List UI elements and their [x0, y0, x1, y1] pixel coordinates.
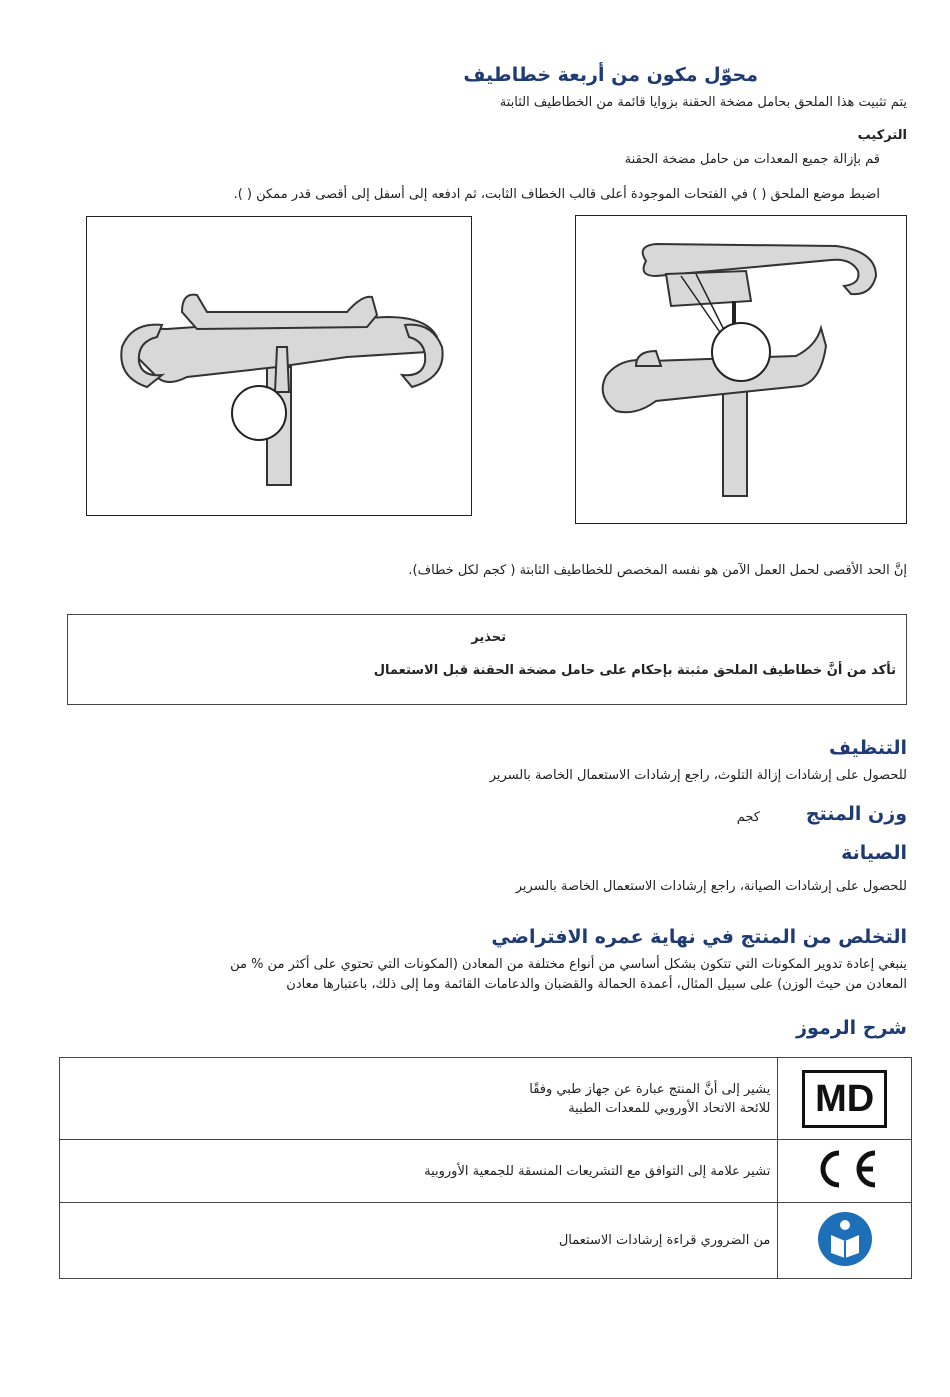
symbol-icon-cell: [778, 1140, 912, 1203]
maintenance-heading: الصيانة: [841, 842, 907, 864]
load-note: إنَّ الحد الأقصى لحمل العمل الآمن هو نفسه المخصص للخطاطيف الثابتة ( كجم لكل خطاف).: [408, 563, 907, 578]
figure-installing-adapter: [575, 215, 907, 524]
symbol-row-manual: [60, 1203, 912, 1279]
page-title: محوّل مكون من أربعة خطاطيف: [463, 64, 758, 86]
md-icon: MD: [802, 1070, 887, 1128]
weight-heading: وزن المنتج: [805, 803, 907, 825]
maintenance-text: للحصول على إرشادات الصيانة، راجع إرشادات الاستعمال الخاصة بالسرير: [515, 879, 907, 894]
installing-adapter-illustration: [576, 216, 906, 523]
figure-assembled-adapter: [86, 216, 472, 516]
symbol-desc-line: من الضروري قراءة إرشادات الاستعمال: [558, 1233, 771, 1248]
symbols-heading: شرح الرموز: [796, 1017, 907, 1039]
ce-mark-icon: [809, 1147, 881, 1191]
warning-title: تحذير: [471, 630, 506, 645]
warning-text: تأكد من أنَّ خطاطيف الملحق مثبتة بإحكام على حامل مضخة الحقنة قبل الاستعمال: [373, 663, 896, 678]
weight-unit: كجم: [736, 810, 760, 825]
warning-box: [67, 614, 907, 705]
disposal-heading: التخلص من المنتج في نهاية عمره الافتراضي: [491, 926, 907, 948]
cleaning-text: للحصول على إرشادات إزالة التلوث، راجع إرشادات الاستعمال الخاصة بالسرير: [489, 768, 907, 783]
symbol-description: [60, 1058, 778, 1140]
symbol-desc-line: للائحة الاتحاد الأوروبي للمعدات الطبية: [568, 1100, 771, 1116]
symbols-table: [59, 1057, 912, 1279]
read-manual-icon: [817, 1211, 873, 1267]
assembly-step-2: اضبط موضع الملحق ( ) في الفتحات الموجودة أعلى قالب الخطاف الثابت، ثم ادفعه إلى أسفل إلى أقصى قدر ممكن ( ).: [233, 187, 880, 202]
cleaning-heading: التنظيف: [828, 737, 907, 759]
symbol-desc-line: يشير إلى أنَّ المنتج عبارة عن جهاز طبي وفقًا: [529, 1081, 771, 1097]
symbol-row-ce: [60, 1140, 912, 1203]
disposal-line-1: ينبغي إعادة تدوير المكونات التي تتكون بشكل أساسي من أنواع مختلفة من المعادن (المكونات التي تحتوي على أكثر من % من: [230, 957, 907, 972]
intro-text: يتم تثبيت هذا الملحق بحامل مضخة الحقنة بزوايا قائمة من الخطاطيف الثابتة: [499, 95, 907, 110]
assembly-heading: التركيب: [857, 128, 907, 143]
symbol-description: [60, 1140, 778, 1203]
disposal-line-2: المعادن من حيث الوزن) على سبيل المثال، أعمدة الحمالة والقضبان والدعامات القائمة وما إلى ذلك، باعتبارها معادن: [286, 977, 907, 992]
symbol-row-md: [60, 1058, 912, 1140]
assembly-step-1: قم بإزالة جميع المعدات من حامل مضخة الحقنة: [624, 152, 880, 167]
symbol-icon-cell: [778, 1058, 912, 1140]
symbol-desc-line: تشير علامة إلى التوافق مع التشريعات المنسقة للجمعية الأوروبية: [424, 1163, 771, 1179]
symbol-icon-cell: [778, 1203, 912, 1279]
assembled-adapter-illustration: [87, 217, 471, 515]
symbol-description: [60, 1203, 778, 1279]
